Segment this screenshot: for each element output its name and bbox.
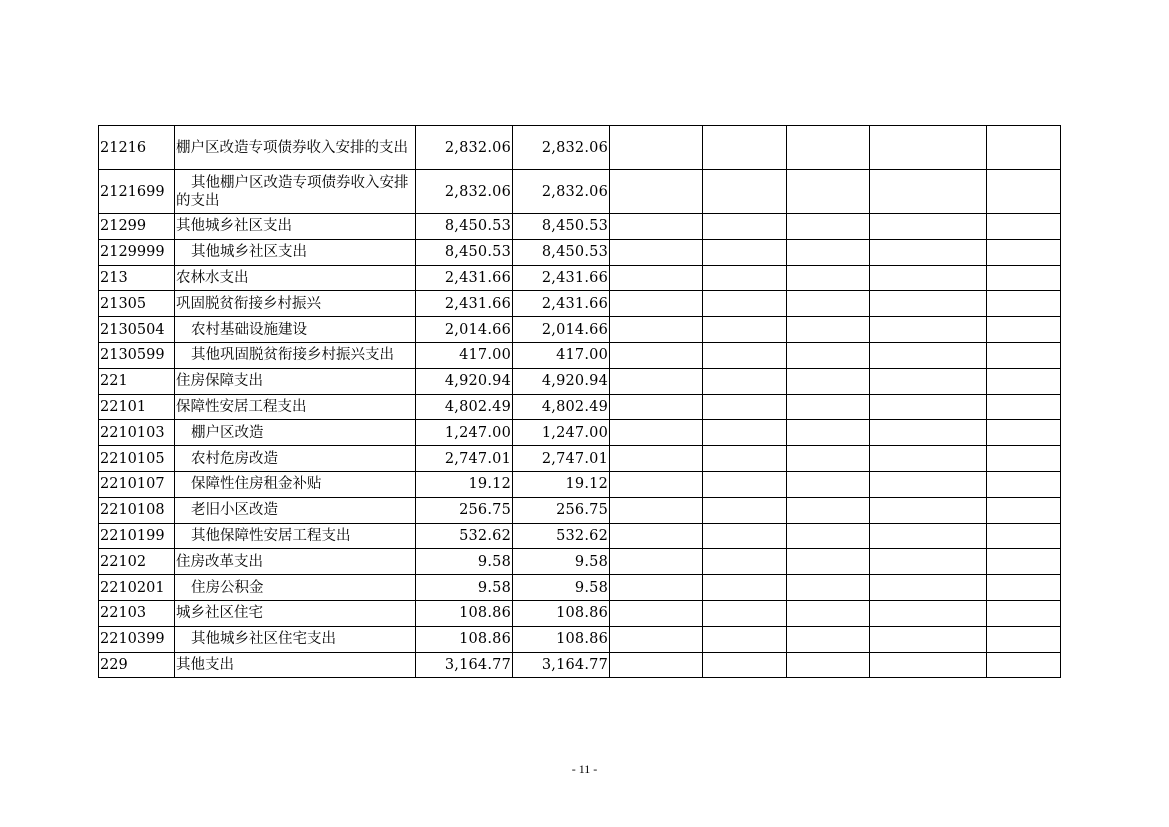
subtotal-amount-cell: 19.12	[513, 471, 610, 497]
empty-cell	[987, 549, 1061, 575]
subtotal-amount-cell: 8,450.53	[513, 239, 610, 265]
total-amount-cell: 2,747.01	[416, 446, 513, 472]
empty-cell	[787, 471, 870, 497]
empty-cell	[787, 126, 870, 170]
total-amount-cell: 2,832.06	[416, 170, 513, 214]
subject-code-cell: 2210199	[99, 523, 175, 549]
subject-code-cell: 21216	[99, 126, 175, 170]
subject-code-cell: 22103	[99, 600, 175, 626]
empty-cell	[610, 317, 703, 343]
empty-cell	[703, 214, 787, 240]
empty-cell	[703, 126, 787, 170]
total-amount-cell: 2,431.66	[416, 291, 513, 317]
subject-code-cell: 2121699	[99, 170, 175, 214]
empty-cell	[610, 626, 703, 652]
subject-name-cell: 城乡社区住宅	[175, 600, 416, 626]
empty-cell	[987, 291, 1061, 317]
empty-cell	[610, 575, 703, 601]
total-amount-cell: 9.58	[416, 575, 513, 601]
empty-cell	[987, 600, 1061, 626]
empty-cell	[703, 523, 787, 549]
subject-code-cell: 2130504	[99, 317, 175, 343]
table-row	[99, 575, 1061, 601]
empty-cell	[787, 342, 870, 368]
subject-code-cell: 2210108	[99, 497, 175, 523]
empty-cell	[610, 549, 703, 575]
subject-code-cell: 229	[99, 652, 175, 678]
table-row	[99, 446, 1061, 472]
subject-code-cell: 2130599	[99, 342, 175, 368]
table-row	[99, 420, 1061, 446]
empty-cell	[703, 239, 787, 265]
empty-cell	[870, 342, 987, 368]
empty-cell	[703, 497, 787, 523]
empty-cell	[703, 600, 787, 626]
empty-cell	[987, 317, 1061, 343]
total-amount-cell: 108.86	[416, 600, 513, 626]
empty-cell	[703, 265, 787, 291]
empty-cell	[987, 239, 1061, 265]
empty-cell	[987, 170, 1061, 214]
empty-cell	[987, 214, 1061, 240]
empty-cell	[987, 265, 1061, 291]
table-row	[99, 600, 1061, 626]
subject-name-cell: 保障性住房租金补贴	[175, 471, 416, 497]
empty-cell	[787, 600, 870, 626]
empty-cell	[870, 317, 987, 343]
empty-cell	[787, 497, 870, 523]
subtotal-amount-cell: 256.75	[513, 497, 610, 523]
subtotal-amount-cell: 3,164.77	[513, 652, 610, 678]
subtotal-amount-cell: 2,832.06	[513, 170, 610, 214]
empty-cell	[870, 265, 987, 291]
empty-cell	[610, 497, 703, 523]
table-row	[99, 239, 1061, 265]
subtotal-amount-cell: 2,431.66	[513, 265, 610, 291]
subject-name-cell: 其他城乡社区支出	[175, 214, 416, 240]
subject-name-cell: 老旧小区改造	[175, 497, 416, 523]
empty-cell	[610, 291, 703, 317]
empty-cell	[870, 446, 987, 472]
subject-name-cell: 住房公积金	[175, 575, 416, 601]
subject-code-cell: 213	[99, 265, 175, 291]
empty-cell	[870, 497, 987, 523]
page-number: - 11 -	[571, 762, 598, 776]
empty-cell	[787, 652, 870, 678]
subtotal-amount-cell: 2,832.06	[513, 126, 610, 170]
empty-cell	[787, 170, 870, 214]
empty-cell	[987, 471, 1061, 497]
total-amount-cell: 9.58	[416, 549, 513, 575]
total-amount-cell: 2,832.06	[416, 126, 513, 170]
empty-cell	[703, 394, 787, 420]
subject-code-cell: 2210107	[99, 471, 175, 497]
total-amount-cell: 4,920.94	[416, 368, 513, 394]
empty-cell	[870, 600, 987, 626]
subject-name-cell: 棚户区改造专项债券收入安排的支出	[175, 126, 416, 170]
table-row	[99, 497, 1061, 523]
empty-cell	[703, 317, 787, 343]
total-amount-cell: 417.00	[416, 342, 513, 368]
subject-code-cell: 22102	[99, 549, 175, 575]
empty-cell	[787, 549, 870, 575]
table-row	[99, 291, 1061, 317]
subtotal-amount-cell: 417.00	[513, 342, 610, 368]
subject-name-cell: 住房改革支出	[175, 549, 416, 575]
empty-cell	[787, 291, 870, 317]
empty-cell	[870, 368, 987, 394]
empty-cell	[787, 394, 870, 420]
subject-code-cell: 21299	[99, 214, 175, 240]
empty-cell	[870, 626, 987, 652]
empty-cell	[787, 626, 870, 652]
empty-cell	[703, 652, 787, 678]
empty-cell	[870, 523, 987, 549]
empty-cell	[610, 446, 703, 472]
subject-code-cell: 2129999	[99, 239, 175, 265]
subtotal-amount-cell: 2,014.66	[513, 317, 610, 343]
empty-cell	[610, 265, 703, 291]
empty-cell	[703, 291, 787, 317]
subject-name-cell: 农村基础设施建设	[175, 317, 416, 343]
subject-name-cell: 住房保障支出	[175, 368, 416, 394]
empty-cell	[610, 652, 703, 678]
empty-cell	[703, 342, 787, 368]
subtotal-amount-cell: 8,450.53	[513, 214, 610, 240]
subject-code-cell: 221	[99, 368, 175, 394]
total-amount-cell: 108.86	[416, 626, 513, 652]
empty-cell	[987, 394, 1061, 420]
empty-cell	[703, 170, 787, 214]
subtotal-amount-cell: 108.86	[513, 600, 610, 626]
subtotal-amount-cell: 4,802.49	[513, 394, 610, 420]
empty-cell	[787, 446, 870, 472]
table-row	[99, 214, 1061, 240]
subject-code-cell: 22101	[99, 394, 175, 420]
empty-cell	[987, 342, 1061, 368]
empty-cell	[610, 394, 703, 420]
table-row	[99, 126, 1061, 170]
subject-name-cell: 其他支出	[175, 652, 416, 678]
empty-cell	[987, 523, 1061, 549]
empty-cell	[987, 575, 1061, 601]
empty-cell	[703, 368, 787, 394]
subject-name-cell: 农村危房改造	[175, 446, 416, 472]
table-row	[99, 265, 1061, 291]
subtotal-amount-cell: 4,920.94	[513, 368, 610, 394]
total-amount-cell: 19.12	[416, 471, 513, 497]
empty-cell	[787, 239, 870, 265]
empty-cell	[787, 265, 870, 291]
empty-cell	[703, 549, 787, 575]
total-amount-cell: 8,450.53	[416, 214, 513, 240]
empty-cell	[703, 420, 787, 446]
empty-cell	[870, 652, 987, 678]
table-row	[99, 471, 1061, 497]
subtotal-amount-cell: 2,431.66	[513, 291, 610, 317]
subject-name-cell: 其他保障性安居工程支出	[175, 523, 416, 549]
subject-name-cell: 其他棚户区改造专项债券收入安排的支出	[175, 170, 416, 214]
total-amount-cell: 2,431.66	[416, 265, 513, 291]
empty-cell	[787, 317, 870, 343]
empty-cell	[610, 239, 703, 265]
table-row	[99, 549, 1061, 575]
table-row	[99, 342, 1061, 368]
subject-name-cell: 农林水支出	[175, 265, 416, 291]
empty-cell	[610, 471, 703, 497]
subject-code-cell: 21305	[99, 291, 175, 317]
total-amount-cell: 256.75	[416, 497, 513, 523]
empty-cell	[870, 170, 987, 214]
empty-cell	[703, 446, 787, 472]
empty-cell	[610, 523, 703, 549]
subtotal-amount-cell: 9.58	[513, 549, 610, 575]
empty-cell	[987, 626, 1061, 652]
empty-cell	[610, 600, 703, 626]
empty-cell	[987, 368, 1061, 394]
empty-cell	[870, 420, 987, 446]
subject-code-cell: 2210399	[99, 626, 175, 652]
empty-cell	[610, 214, 703, 240]
table-row	[99, 394, 1061, 420]
empty-cell	[870, 214, 987, 240]
total-amount-cell: 2,014.66	[416, 317, 513, 343]
empty-cell	[787, 420, 870, 446]
table-row	[99, 317, 1061, 343]
empty-cell	[703, 626, 787, 652]
empty-cell	[987, 652, 1061, 678]
empty-cell	[870, 471, 987, 497]
empty-cell	[610, 126, 703, 170]
subject-name-cell: 巩固脱贫衔接乡村振兴	[175, 291, 416, 317]
empty-cell	[987, 446, 1061, 472]
total-amount-cell: 3,164.77	[416, 652, 513, 678]
subject-name-cell: 其他巩固脱贫衔接乡村振兴支出	[175, 342, 416, 368]
subtotal-amount-cell: 108.86	[513, 626, 610, 652]
subject-code-cell: 2210201	[99, 575, 175, 601]
empty-cell	[610, 368, 703, 394]
total-amount-cell: 532.62	[416, 523, 513, 549]
subject-name-cell: 保障性安居工程支出	[175, 394, 416, 420]
empty-cell	[610, 170, 703, 214]
empty-cell	[787, 523, 870, 549]
table-row	[99, 626, 1061, 652]
total-amount-cell: 8,450.53	[416, 239, 513, 265]
empty-cell	[787, 214, 870, 240]
subtotal-amount-cell: 9.58	[513, 575, 610, 601]
empty-cell	[703, 471, 787, 497]
total-amount-cell: 4,802.49	[416, 394, 513, 420]
subtotal-amount-cell: 1,247.00	[513, 420, 610, 446]
budget-expenditure-table	[98, 125, 1061, 678]
empty-cell	[870, 291, 987, 317]
empty-cell	[610, 342, 703, 368]
empty-cell	[870, 549, 987, 575]
subtotal-amount-cell: 532.62	[513, 523, 610, 549]
table-body	[99, 126, 1061, 678]
subtotal-amount-cell: 2,747.01	[513, 446, 610, 472]
empty-cell	[987, 126, 1061, 170]
empty-cell	[987, 497, 1061, 523]
subject-code-cell: 2210103	[99, 420, 175, 446]
empty-cell	[870, 239, 987, 265]
table-row	[99, 170, 1061, 214]
subject-name-cell: 其他城乡社区支出	[175, 239, 416, 265]
empty-cell	[787, 368, 870, 394]
empty-cell	[987, 420, 1061, 446]
empty-cell	[787, 575, 870, 601]
total-amount-cell: 1,247.00	[416, 420, 513, 446]
empty-cell	[703, 575, 787, 601]
empty-cell	[870, 575, 987, 601]
empty-cell	[870, 126, 987, 170]
subject-name-cell: 其他城乡社区住宅支出	[175, 626, 416, 652]
subject-code-cell: 2210105	[99, 446, 175, 472]
empty-cell	[870, 394, 987, 420]
table-row	[99, 652, 1061, 678]
table-row	[99, 368, 1061, 394]
table-row	[99, 523, 1061, 549]
empty-cell	[610, 420, 703, 446]
subject-name-cell: 棚户区改造	[175, 420, 416, 446]
